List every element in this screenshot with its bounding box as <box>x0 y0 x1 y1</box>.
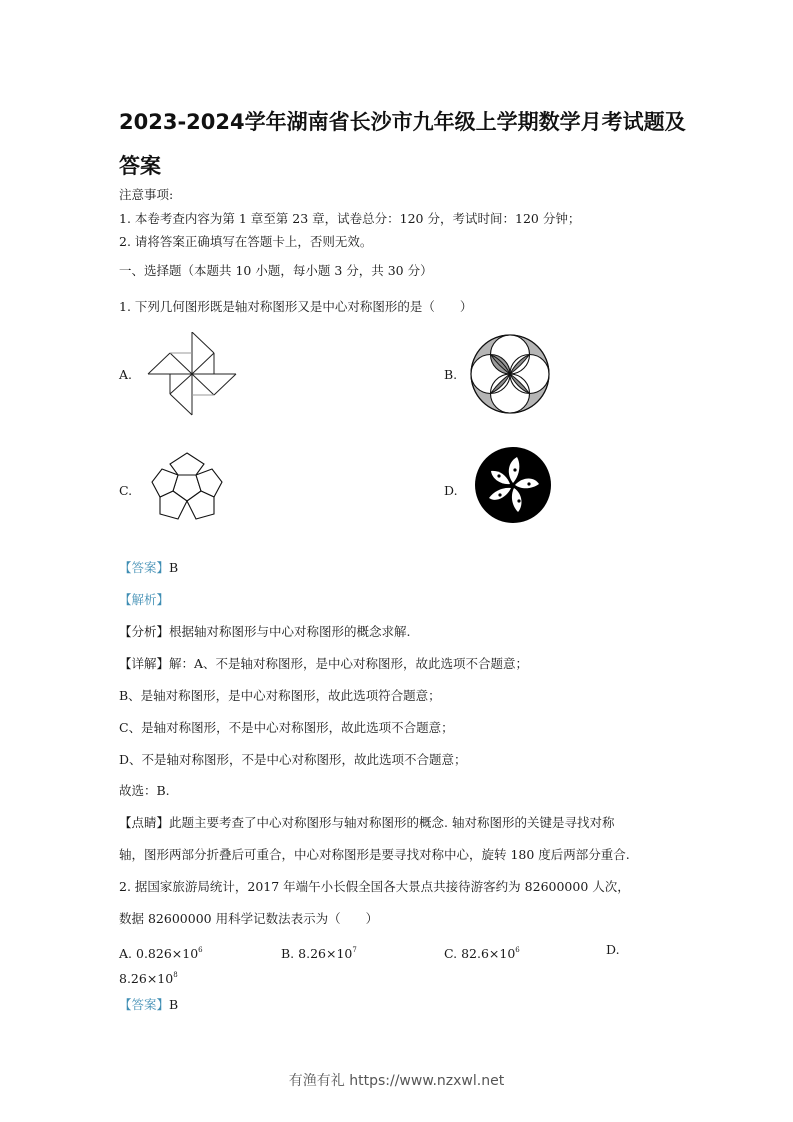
q2-option-c: C. $82.6\times 10^6$ <box>444 946 520 961</box>
q2-stem-line-2: 数据 82600000 用科学记数法表示为（ ） <box>119 911 379 926</box>
xiangjie-line-4: D、不是轴对称图形，不是中心对称图形，故此选项不合题意； <box>119 752 467 767</box>
circle-petals-figure <box>468 333 552 415</box>
answer-tag: 【答案】 <box>119 997 170 1012</box>
notice-item-1: 1. 本卷考查内容为第 1 章至第 23 章，试卷总分：120 分，考试时间：120 分钟； <box>119 211 581 226</box>
q2-stem-line-1: 2. 据国家旅游局统计，2017 年端午小长假全国各大景点共接待游客约为 82600000 人次， <box>119 879 630 894</box>
pinwheel-figure <box>145 332 240 417</box>
fenxi-text: 根据轴对称图形与中心对称图形的概念求解. <box>169 624 411 639</box>
q2-option-a: A. $0.826\times 10^6$ <box>119 946 203 961</box>
q1-dianjing <box>119 814 614 832</box>
q1-stem: 1. 下列几何图形既是轴对称图形又是中心对称图形的是（ ） <box>119 299 473 314</box>
q1-fenxi <box>119 623 411 641</box>
q1-option-a-label: A. <box>119 367 133 382</box>
notice-heading: 注意事项: <box>119 187 174 202</box>
bauhinia-figure <box>474 446 552 524</box>
xiangjie-tag: 【详解】 <box>119 656 170 671</box>
q1-option-d-label: D. <box>444 483 458 498</box>
q2-answer <box>119 996 178 1014</box>
title-line-1: 2023-2024学年湖南省长沙市九年级上学期数学月考试题及 <box>119 110 686 134</box>
dianjing-line-2: 轴，图形两部分折叠后可重合，中心对称图形是要寻找对称中心，旋转 180 度后两部分重合. <box>119 847 630 862</box>
xiangjie-line-3: C、是轴对称图形，不是中心对称图形，故此选项不合题意； <box>119 720 454 735</box>
pentagons-figure <box>150 452 226 526</box>
title-line-2: 答案 <box>119 154 161 178</box>
q1-analysis-tag <box>119 591 169 609</box>
dianjing-tag: 【点睛】 <box>119 815 170 830</box>
xiangjie-line-2: B、是轴对称图形，是中心对称图形，故此选项符合题意； <box>119 688 441 703</box>
xiangjie-line-1: 解：A、不是轴对称图形，是中心对称图形，故此选项不合题意； <box>169 656 529 671</box>
q1-option-c-label: C. <box>119 483 133 498</box>
section-heading: 一、选择题（本题共 10 小题，每小题 3 分，共 30 分） <box>119 263 433 278</box>
notice-item-2: 2. 请将答案正确填写在答题卡上，否则无效。 <box>119 234 373 249</box>
footer-watermark: 有渔有礼 https://www.nzxwl.net <box>288 1073 505 1089</box>
q2-option-d-value: $8.26\times 10^8$ <box>119 971 178 986</box>
dianjing-line-1: 此题主要考查了中心对称图形与轴对称图形的概念. 轴对称图形的关键是寻找对称 <box>169 815 615 830</box>
q1-answer <box>119 559 178 577</box>
answer-value: B <box>169 997 179 1012</box>
answer-tag: 【答案】 <box>119 560 170 575</box>
analysis-tag: 【解析】 <box>119 592 170 607</box>
document-title <box>119 100 689 188</box>
q2-option-b: B. $8.26\times 10^7$ <box>281 946 357 961</box>
fenxi-tag: 【分析】 <box>119 624 170 639</box>
xiangjie-line-5: 故选：B. <box>119 783 170 798</box>
q2-option-d-label: D. <box>606 942 620 957</box>
answer-value: B <box>169 560 179 575</box>
q1-xiangjie <box>119 655 528 673</box>
q1-option-b-label: B. <box>444 367 458 382</box>
